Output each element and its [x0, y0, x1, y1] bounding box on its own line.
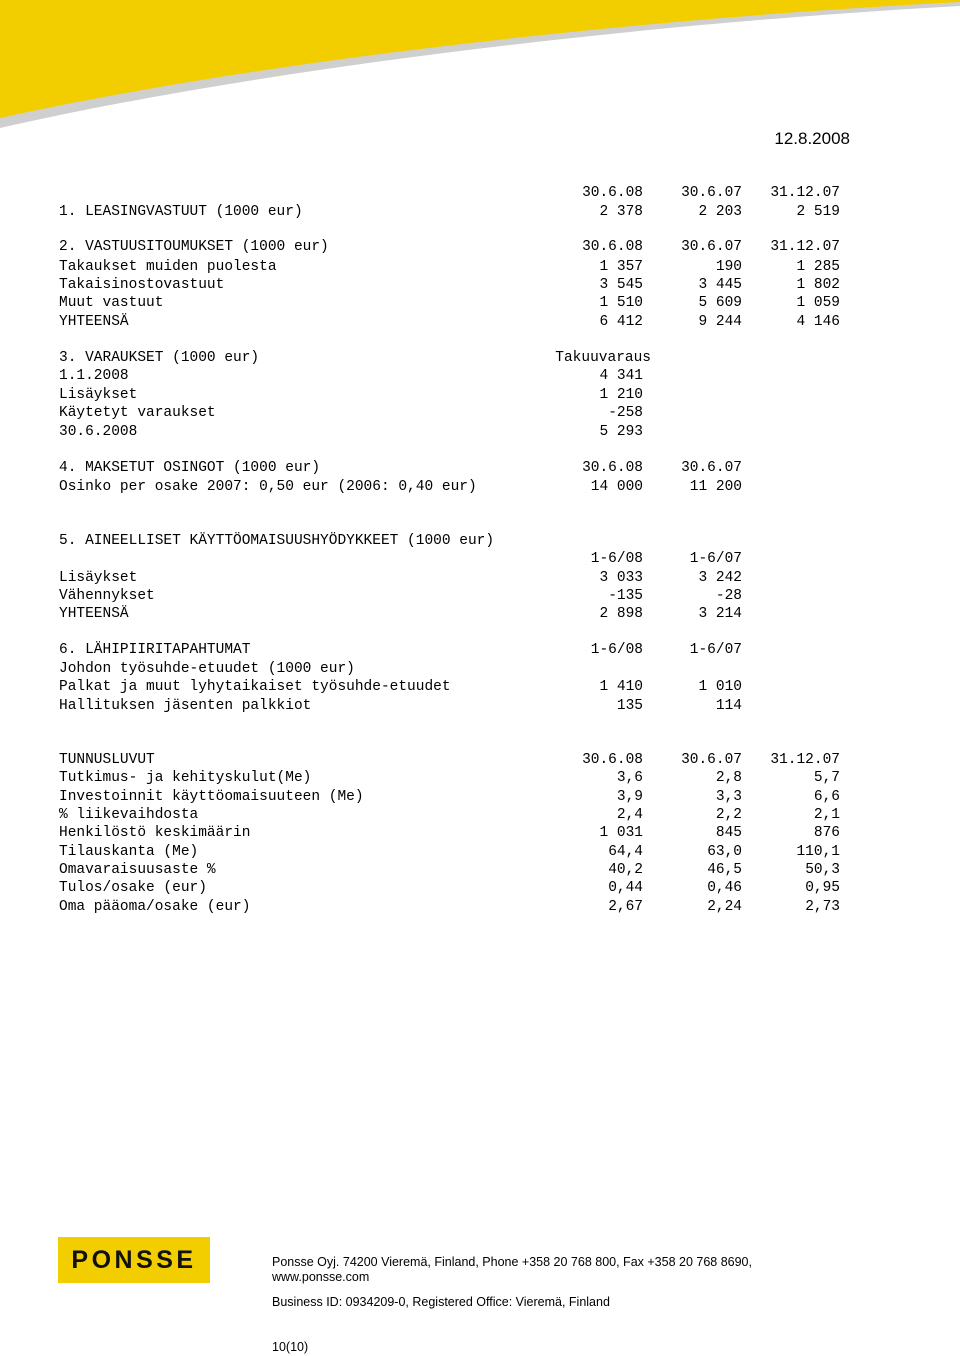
value-cell: -258 [608, 405, 643, 421]
logo-text: PONSSE [71, 1245, 197, 1274]
value-cell: 1 010 [698, 679, 742, 695]
value-cell: 14 000 [590, 479, 643, 495]
col-header: 1-6/07 [689, 642, 742, 658]
value-cell: 135 [616, 698, 643, 714]
page-number: 10(10) [272, 1340, 309, 1354]
row-label: Henkilöstö keskimäärin [59, 825, 251, 841]
value-cell: 110,1 [796, 844, 840, 860]
value-cell: 2 378 [599, 204, 643, 220]
col-header: 1-6/08 [590, 642, 643, 658]
value-cell: 1 357 [599, 259, 643, 275]
value-cell: 0,95 [805, 880, 840, 896]
value-cell: 114 [715, 698, 742, 714]
row-label: Omavaraisuusaste % [59, 862, 216, 878]
row-label: Palkat ja muut lyhytaikaiset työsuhde-etuudet [59, 679, 451, 695]
value-cell: 6,6 [813, 789, 840, 805]
value-cell: 50,3 [805, 862, 840, 878]
section-title: 1. LEASINGVASTUUT (1000 eur) [59, 204, 303, 220]
row-label: Osinko per osake 2007: 0,50 eur (2006: 0,40 eur) [59, 479, 477, 495]
value-cell: 2 203 [698, 204, 742, 220]
value-cell: 4 341 [599, 368, 643, 384]
row-label: % liikevaihdosta [59, 807, 199, 823]
col-header: 30.6.07 [681, 239, 742, 255]
value-cell: -28 [715, 588, 742, 604]
value-cell: 6 412 [599, 314, 643, 330]
col-header: 31.12.07 [770, 239, 840, 255]
col-header: 30.6.07 [681, 460, 742, 476]
col-header: 1-6/07 [689, 551, 742, 567]
value-cell: 2,1 [813, 807, 840, 823]
value-cell: 3,9 [616, 789, 643, 805]
section-title: TUNNUSLUVUT [59, 752, 155, 768]
row-label: YHTEENSÄ [59, 314, 129, 330]
row-label: Lisäykset [59, 387, 138, 403]
col-header: 30.6.08 [582, 185, 643, 201]
value-cell: 3,3 [715, 789, 742, 805]
row-label: Vähennykset [59, 588, 155, 604]
col-header: 31.12.07 [770, 185, 840, 201]
col-header: 30.6.07 [681, 752, 742, 768]
value-cell: 46,5 [707, 862, 742, 878]
section-title: 2. VASTUUSITOUMUKSET (1000 eur) [59, 239, 329, 255]
row-label: Muut vastuut [59, 295, 164, 311]
row-label: Tulos/osake (eur) [59, 880, 207, 896]
section-title: 4. MAKSETUT OSINGOT (1000 eur) [59, 460, 321, 476]
value-cell: -135 [608, 588, 643, 604]
value-cell: 1 410 [599, 679, 643, 695]
value-cell: 64,4 [608, 844, 643, 860]
row-label: 1.1.2008 [59, 368, 129, 384]
value-cell: 2 519 [796, 204, 840, 220]
row-label: Investoinnit käyttöomaisuuteen (Me) [59, 789, 364, 805]
footer-address: Ponsse Oyj. 74200 Vieremä, Finland, Phone +358 20 768 800, Fax +358 20 768 8690, [272, 1255, 752, 1269]
footer-business-id: Business ID: 0934209-0, Registered Office: Vieremä, Finland [272, 1295, 610, 1309]
col-header: 30.6.07 [681, 185, 742, 201]
section-title: 5. AINEELLISET KÄYTTÖOMAISUUSHYÖDYKKEET (1000 eur) [59, 533, 495, 549]
value-cell: 3 545 [599, 277, 643, 293]
value-cell: 1 031 [599, 825, 643, 841]
value-cell: 1 210 [599, 387, 643, 403]
col-header: Takuuvaraus [555, 350, 651, 366]
value-cell: 2,73 [805, 899, 840, 915]
value-cell: 40,2 [608, 862, 643, 878]
col-header: 31.12.07 [770, 752, 840, 768]
section-title: 6. LÄHIPIIRITAPAHTUMAT [59, 642, 251, 658]
value-cell: 5,7 [813, 770, 840, 786]
value-cell: 2,4 [616, 807, 643, 823]
value-cell: 3 033 [599, 570, 643, 586]
value-cell: 1 059 [796, 295, 840, 311]
value-cell: 2,2 [715, 807, 742, 823]
value-cell: 63,0 [707, 844, 742, 860]
value-cell: 190 [715, 259, 742, 275]
row-label: Oma pääoma/osake (eur) [59, 899, 251, 915]
col-header: 30.6.08 [582, 239, 643, 255]
document-date: 12.8.2008 [774, 129, 850, 148]
value-cell: 1 285 [796, 259, 840, 275]
value-cell: 2,24 [707, 899, 742, 915]
value-cell: 1 802 [796, 277, 840, 293]
value-cell: 1 510 [599, 295, 643, 311]
footer-website: www.ponsse.com [272, 1270, 370, 1284]
value-cell: 2 898 [599, 606, 643, 622]
value-cell: 2,67 [608, 899, 643, 915]
value-cell: 3 242 [698, 570, 742, 586]
value-cell: 5 293 [599, 424, 643, 440]
section-title: 3. VARAUKSET (1000 eur) [59, 350, 260, 366]
row-label: Takaisinostovastuut [59, 277, 225, 293]
col-header: 1-6/08 [590, 551, 643, 567]
value-cell: 4 146 [796, 314, 840, 330]
header-banner [0, 0, 960, 130]
value-cell: 3,6 [616, 770, 643, 786]
value-cell: 3 214 [698, 606, 742, 622]
section-subtitle: Johdon työsuhde-etuudet (1000 eur) [59, 661, 355, 677]
value-cell: 2,8 [715, 770, 742, 786]
ponsse-logo [58, 1237, 210, 1283]
value-cell: 0,44 [608, 880, 643, 896]
row-label: YHTEENSÄ [59, 606, 129, 622]
value-cell: 9 244 [698, 314, 742, 330]
row-label: Takaukset muiden puolesta [59, 259, 277, 275]
value-cell: 3 445 [698, 277, 742, 293]
row-label: Tilauskanta (Me) [59, 844, 199, 860]
row-label: Käytetyt varaukset [59, 405, 216, 421]
row-label: Hallituksen jäsenten palkkiot [59, 698, 312, 714]
col-header: 30.6.08 [582, 460, 643, 476]
row-label: 30.6.2008 [59, 424, 138, 440]
value-cell: 11 200 [689, 479, 742, 495]
value-cell: 5 609 [698, 295, 742, 311]
value-cell: 845 [715, 825, 742, 841]
col-header: 30.6.08 [582, 752, 643, 768]
row-label: Lisäykset [59, 570, 138, 586]
value-cell: 876 [813, 825, 840, 841]
row-label: Tutkimus- ja kehityskulut(Me) [59, 770, 312, 786]
value-cell: 0,46 [707, 880, 742, 896]
